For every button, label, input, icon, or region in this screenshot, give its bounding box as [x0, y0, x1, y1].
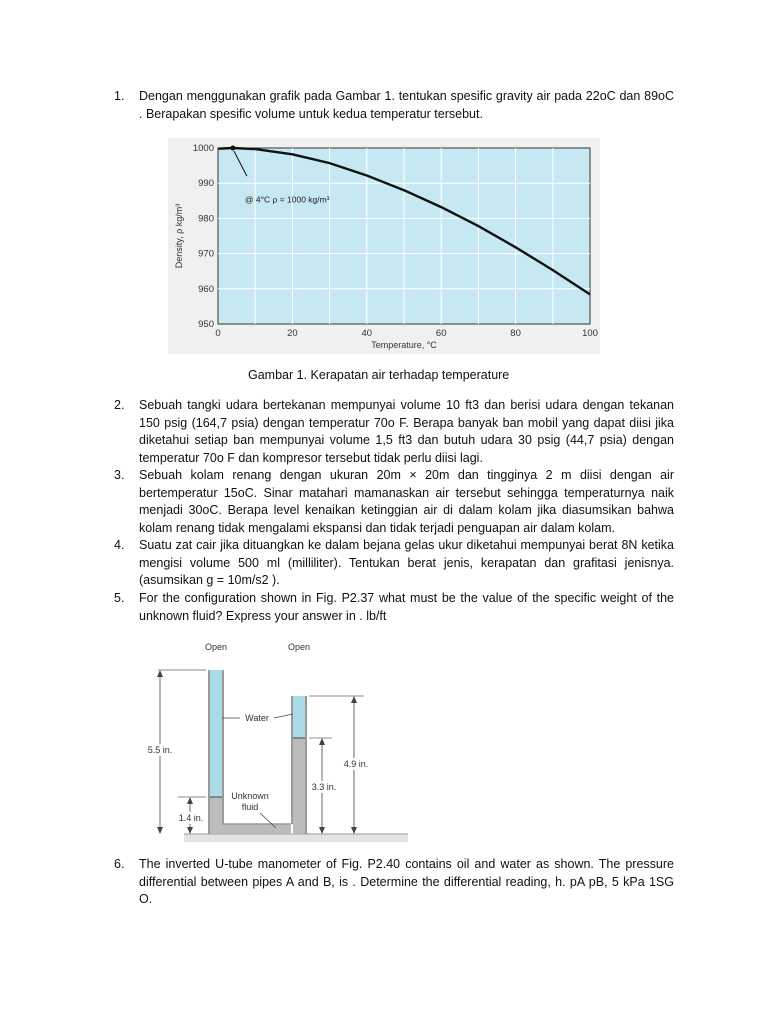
arrow-up — [319, 738, 325, 745]
y-axis-label: Density, ρ kg/m³ — [174, 203, 184, 269]
unknown-fluid-label-line2: fluid — [241, 802, 259, 812]
x-tick-label: 20 — [287, 328, 298, 339]
figure-1-caption: Gambar 1. Kerapatan air terhadap temperature — [248, 368, 510, 382]
unknown-fluid-label-line1: Unknown — [231, 791, 269, 801]
x-tick-label: 100 — [582, 328, 598, 339]
water-label: Water — [245, 713, 269, 723]
arrow-up — [187, 797, 193, 804]
question-number: 4. — [114, 538, 125, 552]
question-1 — [114, 88, 674, 123]
question-4 — [114, 537, 674, 590]
water-leader-right — [274, 714, 293, 718]
u-tube-manometer-figure — [140, 638, 440, 850]
x-axis-label: Temperature, °C — [371, 340, 437, 350]
dim-label-4-9: 4.9 in. — [343, 759, 369, 769]
arrow-down — [351, 827, 357, 834]
right-tube-outer-wall — [305, 696, 307, 834]
y-tick-label: 980 — [198, 213, 214, 225]
question-2 — [114, 397, 674, 467]
arrow-down — [319, 827, 325, 834]
arrow-up — [157, 670, 163, 677]
bottom-unknown-fluid — [222, 824, 291, 834]
open-label-left: Open — [204, 642, 228, 652]
question-text: Sebuah kolam renang dengan ukuran 20m × 20m dan tingginya 2 m diisi dengan air bertemperatur 15oC. Sinar matahari mamanaskan air tersebut sehingga temperaturnya naik menjadi 30oC. Berapa level kenaikan ketinggian air di dalam kolam jika diasumsikan bahwa kolam renang tidak mengalami ekspansi dan tidak terjadi penguapan air dalam kolam. — [139, 468, 674, 535]
question-text: For the configuration shown in Fig. P2.37 what must be the value of the specific weight of the unknown fluid? Express your answer in . lb/ft — [139, 591, 674, 623]
x-tick-label: 80 — [510, 328, 521, 339]
y-tick-label: 1000 — [192, 143, 214, 154]
x-tick-label: 60 — [435, 328, 447, 339]
density-chart — [168, 138, 600, 354]
question-text: Sebuah tangki udara bertekanan mempunyai volume 10 ft3 dan berisi udara dengan tekanan 150 psig (164,7 psia) dengan temperatur 70o F. Berapa banyak ban mobil yang dapat diisi jika diketahui setiap ban mempunyai volume 1,5 ft3 dan butuh udara 30 psig (44,7 psia) dengan temperatur 70o F dan kompresor tersebut tidak perlu diisi lagi. — [139, 398, 674, 465]
y-tick-label: 970 — [198, 248, 214, 260]
question-number: 6. — [114, 857, 125, 871]
left-unknown-fluid — [210, 797, 222, 834]
left-tube-outer-wall — [208, 670, 210, 834]
right-unknown-fluid — [293, 738, 305, 834]
x-tick-label: 40 — [361, 328, 373, 339]
arrow-down — [187, 827, 193, 834]
left-tube-inner-wall — [222, 670, 224, 824]
dim-label-1-4: 1.4 in. — [178, 813, 204, 823]
y-tick-label: 990 — [198, 178, 214, 190]
annotation-label: @ 4°C ρ = 1000 kg/m³ — [244, 194, 330, 205]
question-number: 5. — [114, 591, 125, 605]
question-text: Suatu zat cair jika dituangkan ke dalam bejana gelas ukur diketahui mempunyai berat 8N ketika mengisi volume 500 ml (milliliter). Tentukan berat jenis, kerapatan dan grafitasi jenisnya. (asumsikan g = 10m/s2 ). — [139, 538, 674, 587]
open-label-right: Open — [287, 642, 311, 652]
max-density-point — [230, 146, 235, 151]
y-tick-label: 950 — [198, 319, 214, 330]
question-number: 1. — [114, 89, 125, 103]
question-3 — [114, 467, 674, 537]
dim-label-5-5: 5.5 in. — [147, 745, 173, 755]
dim-label-3-3: 3.3 in. — [311, 782, 337, 792]
question-number: 2. — [114, 398, 125, 412]
ground-base — [184, 834, 408, 842]
x-tick-label: 0 — [215, 328, 221, 339]
arrow-up — [351, 696, 357, 703]
question-number: 3. — [114, 468, 125, 482]
right-water-column — [293, 696, 305, 738]
y-tick-label: 960 — [198, 283, 214, 295]
left-water-column — [210, 670, 222, 797]
right-tube-inner-wall — [291, 696, 293, 824]
question-5 — [114, 590, 674, 625]
question-text: Dengan menggunakan grafik pada Gambar 1. tentukan spesific gravity air pada 22oC dan 89oC . Berapakan spesific volume untuk kedua temperatur tersebut. — [139, 89, 674, 121]
question-text: The inverted U-tube manometer of Fig. P2.40 contains oil and water as shown. The pressure differential between pipes A and B, is . Determine the differential reading, h. pA pB, 5 kPa 1SG O. — [139, 857, 674, 906]
arrow-down — [157, 827, 163, 834]
question-6 — [114, 856, 674, 909]
